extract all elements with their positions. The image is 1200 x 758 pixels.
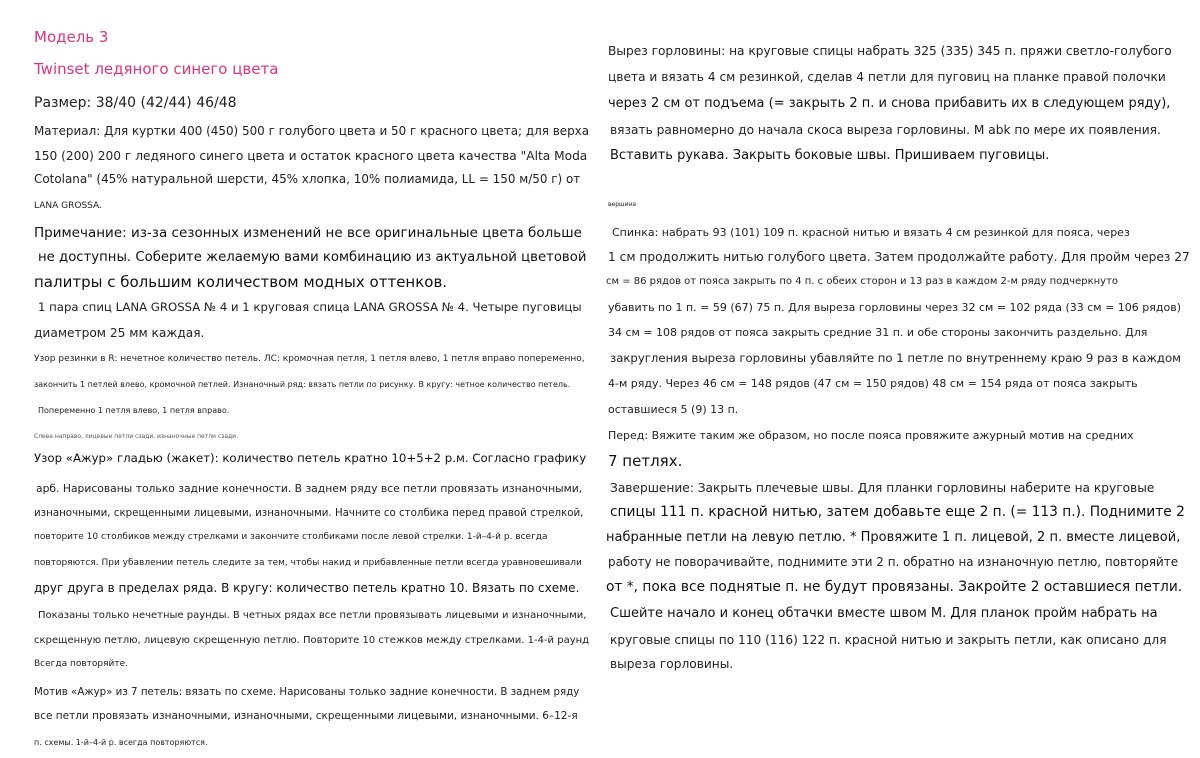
finish-line: выреза горловины. <box>610 657 734 671</box>
finish-line: работу не поворачивайте, поднимите эти 2 п. обратно на изнаночную петлю, повторяйте <box>608 555 1179 569</box>
back-line: см = 86 рядов от пояса закрыть по 4 п. с обеих сторон и 13 раз в каждом 2-м ряду подчеркнуто <box>606 276 1119 287</box>
back-line: закругления выреза горловины убавляйте по 1 петле по внутреннему краю 9 раз в каждом <box>610 351 1181 365</box>
size-line: Размер: 38/40 (42/44) 46/48 <box>34 95 237 111</box>
back-line: Спинка: набрать 93 (101) 109 п. красной нитью и вязать 4 см резинкой для пояса, через <box>612 226 1130 239</box>
neckline-line: цвета и вязать 4 см резинкой, сделав 4 петли для пуговиц на планке правой полочки <box>608 70 1166 84</box>
ajour-line: изнаночными, скрещенными лицевыми, изнаночными. Начните со столбика перед правой стрелкой, <box>34 507 584 519</box>
note-line: палитры с большим количеством модных оттенков. <box>34 273 448 291</box>
ajour-line: Показаны только нечетные раунды. В четных рядах все петли провязывать лицевыми и изнаночными, <box>38 610 587 621</box>
needles-line: 1 пара спиц LANA GROSSA № 4 и 1 круговая спица LANA GROSSA № 4. Четыре пуговицы <box>38 300 582 314</box>
ajour-line: Всегда повторяйте. <box>34 659 129 669</box>
rib-line: закончить 1 петлей влево, кромочной петлей. Изнаночный ряд: вязать петли по рисунку. В кругу: четное количество петель. <box>34 380 571 389</box>
ajour-line: скрещенную петлю, лицевую скрещенную петлю. Повторите 10 стежков между стрелками. 1-4-й раунд <box>34 635 590 646</box>
ajour-line: повторите 10 столбиков между стрелками и закончите столбиками после левой стрелки. 1-й–4-й р. всегда <box>34 532 548 542</box>
finish-line: набранные петли на левую петлю. * Провяжите 1 п. лицевой, 2 п. вместе лицевой, <box>606 530 1181 545</box>
neckline-line: Вырез горловины: на круговые спицы набрать 325 (335) 345 п. пряжи светло-голубого <box>608 44 1172 58</box>
material-line: Cotolana" (45% натуральной шерсти, 45% хлопка, 10% полиамида, LL = 150 м/50 г) от <box>34 172 581 186</box>
finish-line: Сшейте начало и конец обтачки вместе швом М. Для планок пройм набрать на <box>610 606 1158 621</box>
neckline-line: через 2 см от подъема (= закрыть 2 п. и снова прибавить их в следующем ряду), <box>608 96 1171 111</box>
back-line: убавить по 1 п. = 59 (67) 75 п. Для выреза горловины через 32 см = 102 ряда (33 см = 106 рядов) <box>608 301 1182 314</box>
back-line: оставшиеся 5 (9) 13 п. <box>608 403 739 416</box>
finish-line: от *, пока все поднятые п. не будут провязаны. Закройте 2 оставшиеся петли. <box>606 579 1183 595</box>
ajour-line: арб. Нарисованы только задние конечности. В заднем ряду все петли провязать изнаночными, <box>36 482 583 495</box>
model-title: Модель 3 <box>34 28 109 46</box>
motif-line: Мотив «Ажур» из 7 петель: вязать по схеме. Нарисованы только задние конечности. В заднем ряду <box>34 686 580 698</box>
finish-line: Завершение: Закрыть плечевые швы. Для планки горловины наберите на круговые <box>610 481 1155 495</box>
front-line: 7 петлях. <box>608 452 683 470</box>
finish-line: круговые спицы по 110 (116) 122 п. красной нитью и закрыть петли, как описано для <box>610 633 1167 647</box>
front-line: Перед: Вяжите таким же образом, но после пояса провяжите ажурный мотив на средних <box>608 429 1134 442</box>
rib-line: Узор резинки в R: нечетное количество петель. ЛС: кромочная петля, 1 петля влево, 1 петля вправо попеременно, <box>34 354 585 364</box>
ajour-line: друг друга в пределах ряда. В кругу: количество петель кратно 10. Вязать по схеме. <box>34 581 580 595</box>
motif-line: все петли провязать изнаночными, изнаночными, скрещенными лицевыми, изнаночными. 6–12-я <box>34 710 578 722</box>
back-line: 1 см продолжить нитью голубого цвета. Затем продолжайте работу. Для пройм через 27 <box>608 250 1190 264</box>
neckline-line: вязать равномерно до начала скоса выреза горловины. М abk по мере их появления. <box>610 123 1161 137</box>
rib-line: Попеременно 1 петля влево, 1 петля вправо. <box>38 406 230 415</box>
material-line: 150 (200) 200 г ледяного синего цвета и остаток красного цвета качества "Alta Moda <box>34 149 588 163</box>
material-line: LANA GROSSA. <box>34 201 102 211</box>
needles-line: диаметром 25 мм каждая. <box>34 326 205 340</box>
top-label: вершина <box>608 201 637 208</box>
neckline-line: Вставить рукава. Закрыть боковые швы. Пришиваем пуговицы. <box>610 148 1050 163</box>
model-subtitle: Twinset ледяного синего цвета <box>34 60 279 78</box>
ajour-line: Узор «Ажур» гладью (жакет): количество петель кратно 10+5+2 р.м. Согласно графику <box>34 451 587 465</box>
note-line: Примечание: из-за сезонных изменений не все оригинальные цвета больше <box>34 225 582 241</box>
back-line: 34 см = 108 рядов от пояса закрыть средние 31 п. и обе стороны закончить раздельно. Для <box>608 326 1148 339</box>
back-line: 4-м ряду. Через 46 см = 148 рядов (47 см = 150 рядов) 48 см = 154 ряда от пояса закрыть <box>608 377 1138 390</box>
ajour-line: повторяются. При убавлении петель следите за тем, чтобы накид и прибавленные петли всегда уравновешивали <box>34 558 582 568</box>
tiny-note: Слева направо, лицевые петли сзади, изнаночные петли сзади. <box>34 433 238 440</box>
material-line: Материал: Для куртки 400 (450) 500 г голубого цвета и 50 г красного цвета; для верха <box>34 124 590 138</box>
motif-line: п. схемы. 1-й–4-й р. всегда повторяются. <box>34 738 208 747</box>
note-line: не доступны. Соберите желаемую вами комбинацию из актуальной цветовой <box>38 250 587 265</box>
finish-line: спицы 111 п. красной нитью, затем добавьте еще 2 п. (= 113 п.). Поднимите 2 <box>610 504 1185 520</box>
